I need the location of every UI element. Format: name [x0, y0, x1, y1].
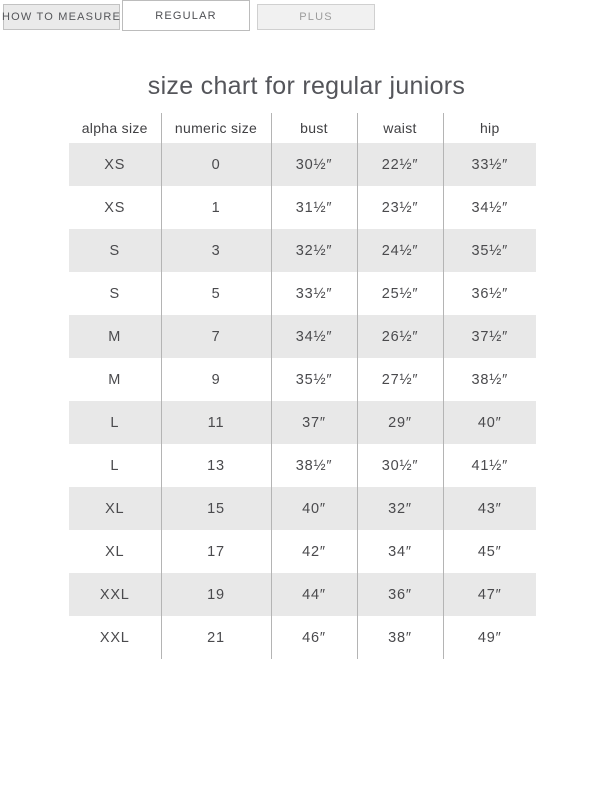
table-header — [69, 113, 536, 143]
table-cell: M — [69, 315, 161, 358]
column-header-alpha-size: alpha size — [69, 113, 161, 143]
table-cell: 49″ — [443, 616, 536, 659]
table-cell: 25½″ — [357, 272, 443, 315]
table-cell: 36″ — [357, 573, 443, 616]
table-cell: 29″ — [357, 401, 443, 444]
table-row — [69, 573, 536, 616]
table-cell: 3 — [161, 229, 271, 272]
table-cell: 19 — [161, 573, 271, 616]
table-cell: 9 — [161, 358, 271, 401]
table-cell: 32″ — [357, 487, 443, 530]
table-cell: 23½″ — [357, 186, 443, 229]
table-cell: 38½″ — [271, 444, 357, 487]
table-cell: 11 — [161, 401, 271, 444]
table-cell: 5 — [161, 272, 271, 315]
table-cell: 35½″ — [443, 229, 536, 272]
table-cell: 17 — [161, 530, 271, 573]
table-cell: XXL — [69, 616, 161, 659]
table-cell: 7 — [161, 315, 271, 358]
table-cell: 0 — [161, 143, 271, 186]
table-cell: S — [69, 272, 161, 315]
table-cell: 46″ — [271, 616, 357, 659]
table-row — [69, 401, 536, 444]
table-cell: 34½″ — [443, 186, 536, 229]
tab-regular[interactable]: REGULAR — [122, 0, 250, 31]
table-cell: 31½″ — [271, 186, 357, 229]
table-cell: L — [69, 444, 161, 487]
table-cell: 41½″ — [443, 444, 536, 487]
size-chart-table — [69, 113, 536, 659]
table-cell: 38½″ — [443, 358, 536, 401]
table-cell: XXL — [69, 573, 161, 616]
column-header-bust: bust — [271, 113, 357, 143]
table-cell: 15 — [161, 487, 271, 530]
table-row — [69, 444, 536, 487]
table-cell: 13 — [161, 444, 271, 487]
table-cell: S — [69, 229, 161, 272]
tab-bar — [0, 0, 613, 31]
table-row — [69, 487, 536, 530]
table-cell: 34½″ — [271, 315, 357, 358]
table-row — [69, 229, 536, 272]
table-cell: 42″ — [271, 530, 357, 573]
table-cell: 30½″ — [271, 143, 357, 186]
table-body — [69, 143, 536, 659]
table-cell: XS — [69, 186, 161, 229]
column-header-waist: waist — [357, 113, 443, 143]
table-cell: 47″ — [443, 573, 536, 616]
table-cell: 33½″ — [443, 143, 536, 186]
column-header-numeric-size: numeric size — [161, 113, 271, 143]
table-cell: 30½″ — [357, 444, 443, 487]
table-cell: 21 — [161, 616, 271, 659]
table-cell: 24½″ — [357, 229, 443, 272]
table-cell: 35½″ — [271, 358, 357, 401]
table-row — [69, 315, 536, 358]
table-cell: XL — [69, 487, 161, 530]
table-cell: 38″ — [357, 616, 443, 659]
table-header-row — [69, 113, 536, 143]
table-row — [69, 616, 536, 659]
table-row — [69, 143, 536, 186]
table-cell: 37½″ — [443, 315, 536, 358]
page-title: size chart for regular juniors — [147, 72, 466, 100]
table-cell: 45″ — [443, 530, 536, 573]
table-cell: 37″ — [271, 401, 357, 444]
table-cell: 44″ — [271, 573, 357, 616]
table-cell: 1 — [161, 186, 271, 229]
table-cell: 27½″ — [357, 358, 443, 401]
table-cell: 26½″ — [357, 315, 443, 358]
table-cell: 40″ — [271, 487, 357, 530]
table-cell: M — [69, 358, 161, 401]
table-cell: XL — [69, 530, 161, 573]
table-row — [69, 358, 536, 401]
table-cell: 40″ — [443, 401, 536, 444]
table-cell: 33½″ — [271, 272, 357, 315]
tab-how-to-measure[interactable]: HOW TO MEASURE — [3, 4, 120, 30]
table-row — [69, 530, 536, 573]
table-cell: 43″ — [443, 487, 536, 530]
column-header-hip: hip — [443, 113, 536, 143]
table-cell: 32½″ — [271, 229, 357, 272]
table-cell: L — [69, 401, 161, 444]
tab-plus[interactable]: PLUS — [257, 4, 375, 30]
table-row — [69, 272, 536, 315]
table-cell: XS — [69, 143, 161, 186]
table-cell: 36½″ — [443, 272, 536, 315]
table-cell: 34″ — [357, 530, 443, 573]
table-cell: 22½″ — [357, 143, 443, 186]
table-row — [69, 186, 536, 229]
